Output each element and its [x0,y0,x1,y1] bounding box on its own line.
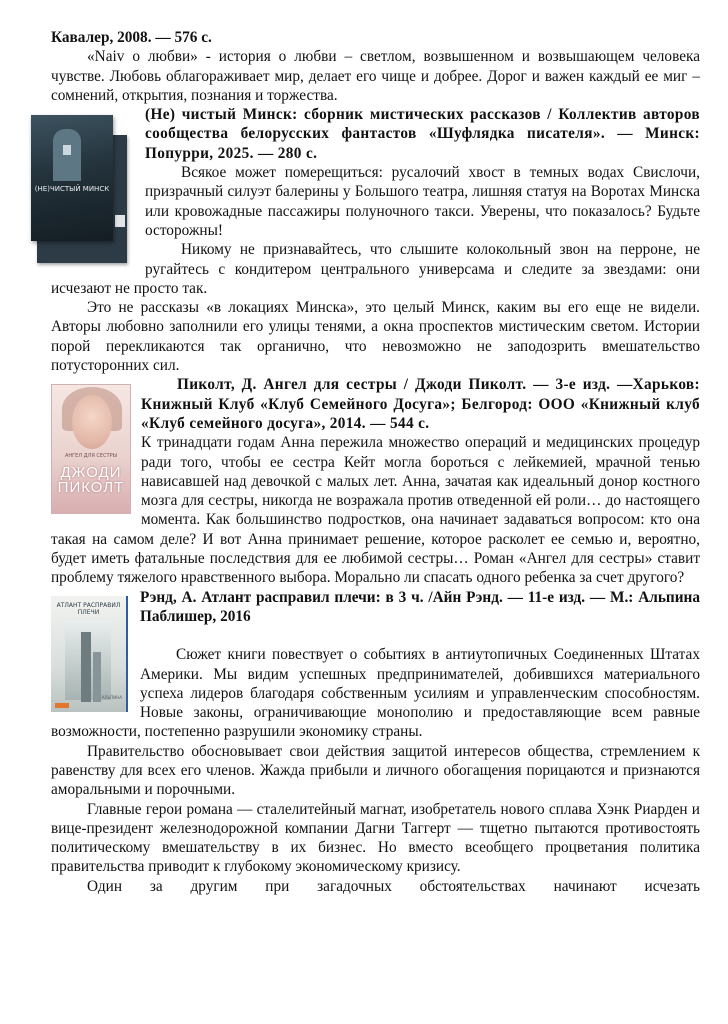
entry-paragraph: Это не рассказы «в локациях Минска», это целый Минск, каким вы его еще не видели. Авторы любовно заполнили его улицы тенями, а окна проспектов мистическим светом. Истории порой перекликаются так органично, что невозможно не заподозрить вмешательство потусторонних сил. [51,299,700,375]
cover-publisher: АЛЬПИНА [101,695,122,701]
entry-paragraph: К тринадцати годам Анна пережила множество операций и медицинских процедур ради того, чтобы ее сестра Кейт могла бороться с лейкемией, мрачной тенью нависавшей над девочкой с малых лет. Анна, зачатая как идеальный донор костного мозга для сестры, никогда не возражала против отведенной ей роли… до настоящего момента. Как большинство подростков, она начинает задаваться вопросом: кто она такая на самом деле? И вот Анна принимает решение, которое расколет ее семью и, вероятно, будет иметь фатальные последствия для ее любимой сестры… Роман «Ангел для сестры» ставит проблему тяжелого нравственного выбора. Морально ли спасать одного ребенка за счет другого? [51,434,700,587]
document-page [34,28,700,896]
entry-paragraph: «Naiv о любви» - история о любви – светлом, возвышенном и возвышающем человека чувстве. Любовь облагораживает мир, делает его чище и добрее. Дорог и важен каждый ее миг – сомнений, открытия, познания и торжества. [51,48,700,104]
entry-heading: (Не) чистый Минск: сборник мистических рассказов / Коллектив авторов сообщества белорусских фантастов «Шуфлядка писателя». — Минск: Попурри, 2025. — 280 с. [145,106,700,162]
book-cover-image [51,596,128,712]
entry-paragraph: Правительство обосновывает свои действия защитой интересов общества, стремлением к равенству для всех его членов. Жажда прибыли и личного обогащения порицаются и признаются аморальными и порочными. [51,742,700,799]
entry-heading: Пиколт, Д. Ангел для сестры / Джоди Пиколт. — 3-е изд. —Харьков: Книжный Клуб «Клуб Семейного Досуга»; Белгород: ООО «Книжный клуб «Клуб семейного досуга», 2014. — 544 с. [141,376,700,432]
cover-author: ДЖОДИ ПИКОЛТ [57,464,125,497]
entry-paragraph: Один за другим при загадочных обстоятельствах начинают исчезать [87,877,700,895]
cover-title: (НЕ)ЧИСТЫЙ МИНСК [34,185,110,194]
entry-paragraph: Всякое может померещиться: русалочий хвост в темных водах Свислочи, призрачный силуэт балерины у Большого театра, лишняя статуя на Воротах Минска или кровожадные пассажиры полуночного такси. Уверены, что показалось? Будьте осторожны! [145,164,700,239]
entry-paragraph: Сюжет книги повествует о событиях в антиутопичных Соединенных Штатах Америки. Мы видим успешных предпринимателей, добившихся материального успеха лидеров благодаря собственным усилиям и управленческим способностям. Новые законы, ограничивающие монополию и предоставляющие всем равные возможности, постепенно разрушили экономику страны. [51,646,700,741]
cover-subtitle: АНГЕЛ ДЛЯ СЕСТРЫ [64,453,118,460]
entry-heading: Рэнд, А. Атлант расправил плечи: в 3 ч. /Айн Рэнд. — 11-е изд. — М.: Альпина Паблишер, 2016 [140,588,700,625]
book-cover-image [51,384,131,514]
entry-heading: Кавалер, 2008. — 576 с. [51,29,212,46]
entry-paragraph: Главные герои романа — сталелитейный магнат, изобретатель нового сплава Хэнк Риарден и вице-президент железнодорожной компании Дагни Таггерт — тщетно пытаются противостоять политическому вмешательству в их бизнес. Но вместо всеобщего процветания политика правительства приводит к глубокому экономическому кризису. [51,800,700,876]
entry-paragraph: Никому не признавайтесь, что слышите колокольный звон на перроне, не ругайтесь с кондитером центрального универсама и следите за звездами: они исчезают не просто так. [51,241,700,297]
cover-title: АТЛАНТ РАСПРАВИЛ ПЛЕЧИ [56,601,121,616]
book-cover-image [31,113,135,263]
